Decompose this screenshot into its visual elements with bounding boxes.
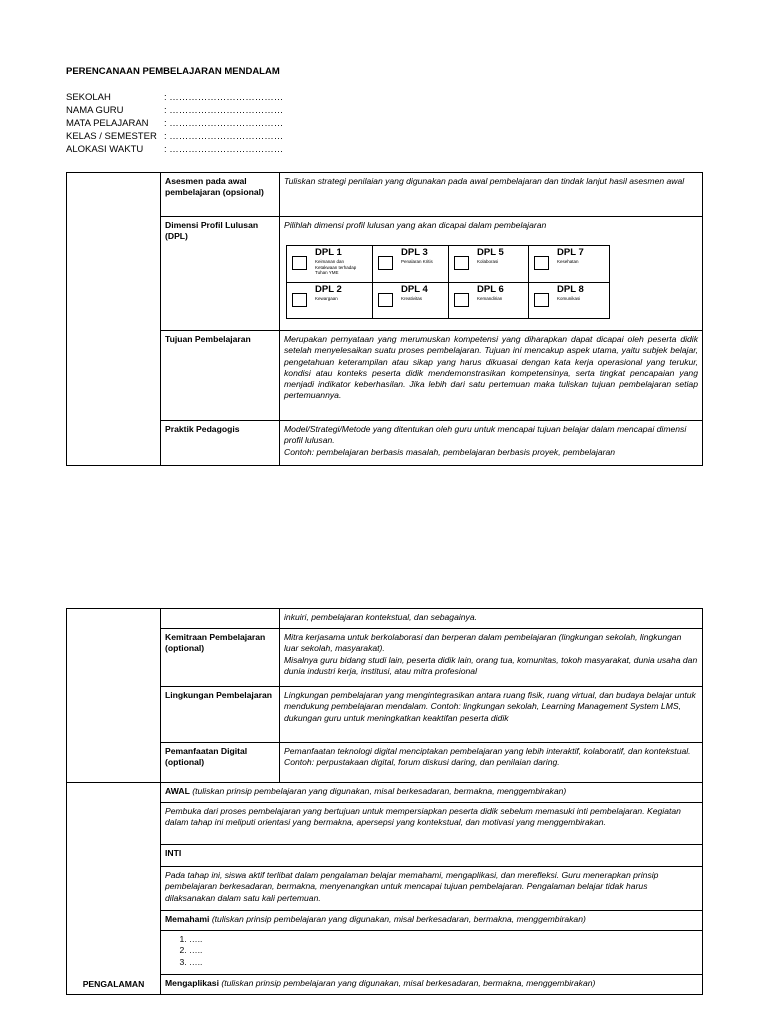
kemitraan-text[interactable]: Mitra kerjasama untuk berkolaborasi dan berperan dalam pembelajaran (lingkungan sekolah, lingkungan luar sekolah, masyarakat). Misalnya guru bidang studi lain, peserta didik lain, orang tua, komunitas, tokoh masyarakat, dunia usaha dan dunia industri kerja, institusi, atau mitra profesional	[280, 629, 703, 687]
dpl-description: Kolaborasi	[477, 259, 499, 265]
kemitraan-label: Kemitraan Pembelajaran (optional)	[161, 629, 280, 687]
dpl-checkbox[interactable]	[292, 256, 307, 270]
dpl-description: Kewargaan	[315, 296, 338, 302]
dpl-title: DPL 4	[401, 284, 428, 296]
list-item[interactable]: 1. …..	[189, 934, 698, 945]
identity-row	[66, 91, 283, 104]
lingkungan-text[interactable]: Lingkungan pembelajaran yang mengintegrasikan antara ruang fisik, ruang virtual, dan budaya belajar untuk mendukung pembelajaran mendalam. Contoh: lingkungan sekolah, Learning Management System LMS, dukungan guru untuk meningkatkan keaktifan peserta didik	[280, 687, 703, 743]
dpl-instruction: Pilihlah dimensi profil lulusan yang akan dicapai dalam pembelajaran	[284, 220, 547, 230]
pengalaman-cell	[67, 783, 161, 995]
dpl-grid	[286, 245, 610, 319]
memahami-note: (tuliskan prinsip pembelajaran yang digunakan, misal berkesadaran, bermakna, menggembirakan)	[211, 914, 586, 924]
planning-table-1	[66, 172, 703, 466]
planning-table-2	[66, 608, 703, 995]
list-item[interactable]: 2. …..	[189, 945, 698, 956]
dpl-checkbox[interactable]	[454, 256, 469, 270]
digital-label: Pemanfaatan Digital (optional)	[161, 743, 280, 783]
dpl-option	[286, 282, 372, 319]
dpl-title: DPL 5	[477, 247, 504, 259]
identity-label: ALOKASI WAKTU	[66, 144, 144, 155]
list-item[interactable]: 3. …..	[189, 957, 698, 968]
dpl-cell	[280, 217, 703, 331]
pengalaman-label: PENGALAMAN	[82, 978, 145, 989]
asesmen-text[interactable]: Tuliskan strategi penilaian yang digunakan pada awal pembelajaran dan tindak lanjut hasil asesmen awal	[280, 173, 703, 217]
dpl-option	[286, 245, 372, 282]
identity-value-field[interactable]: : ………………………………	[164, 92, 284, 103]
memahami-list-cell	[161, 931, 703, 975]
identity-value-field[interactable]: : ………………………………	[164, 144, 284, 155]
identity-value-field[interactable]: : ………………………………	[164, 131, 284, 142]
identity-label: NAMA GURU	[66, 105, 124, 116]
asesmen-label: Asesmen pada awal pembelajaran (opsional)	[161, 173, 280, 217]
memahami-label: Memahami	[165, 914, 210, 924]
identity-row	[66, 130, 283, 143]
inti-text[interactable]: Pada tahap ini, siswa aktif terlibat dalam pengalaman belajar memahami, mengaplikasi, dan merefleksi. Guru menerapkan prinsip pembelajaran berkesadaran, bermakna, menyenangkan untuk mencapai tujuan pembelajaran. Pengalaman belajar tidak harus dilaksanakan dalam satu kali pertemuan.	[161, 867, 703, 911]
dpl-label: Dimensi Profil Lulusan (DPL)	[161, 217, 280, 331]
identity-value-field[interactable]: : ………………………………	[164, 105, 284, 116]
tujuan-text[interactable]: Merupakan pernyataan yang merumuskan kompetensi yang diharapkan dapat dicapai oleh peserta didik setelah menyelesaikan suatu proses pembelajaran. Tujuan ini mencakup aspek utama, yaitu subjek belajar, pengetahuan keterampilan atau sikap yang harus dikuasai dengan kata kerja operasional yang terukur, kondisi atau konteks peserta didik mendemonstrasikan kompetensinya, serta tingkat pencapaian yang menjadi indikator keberhasilan. Jika lebih dari satu pertemuan maka tuliskan tujuan pembelajaran setiap pertemuannya.	[280, 331, 703, 421]
dpl-option	[448, 282, 528, 319]
dpl-title: DPL 3	[401, 247, 428, 259]
identity-value-field[interactable]: : ………………………………	[164, 118, 284, 129]
mengaplikasi-note: (tuliskan prinsip pembelajaran yang digunakan, misal berkesadaran, bermakna, menggembirakan)	[221, 978, 596, 988]
inti-label: INTI	[161, 845, 703, 867]
mengaplikasi-header	[161, 975, 703, 995]
mengaplikasi-label: Mengaplikasi	[165, 978, 219, 988]
dpl-checkbox[interactable]	[534, 256, 549, 270]
praktik-continued-text[interactable]: inkuiri, pembelajaran kontekstual, dan sebagainya.	[280, 609, 703, 629]
identity-row	[66, 117, 283, 130]
praktik-text[interactable]: Model/Strategi/Metode yang ditentukan oleh guru untuk mencapai tujuan belajar dalam mencapai dimensi profil lulusan. Contoh: pembelajaran berbasis masalah, pembelajaran berbasis proyek, pembelajaran	[280, 421, 703, 466]
dpl-option	[448, 245, 528, 282]
dpl-checkbox[interactable]	[292, 293, 307, 307]
dpl-description: Kreativitas	[401, 296, 423, 302]
empty-label-cell	[161, 609, 280, 629]
identity-label: MATA PELAJARAN	[66, 118, 149, 129]
awal-text[interactable]: Pembuka dari proses pembelajaran yang bertujuan untuk mempersiapkan peserta didik sebelum memasuki inti pembelajaran. Kegiatan dalam tahap ini meliputi orientasi yang bermakna, apersepsi yang kontekstual, dan motivasi yang menggembirakan.	[161, 803, 703, 845]
lingkungan-label: Lingkungan Pembelajaran	[161, 687, 280, 743]
dpl-checkbox[interactable]	[454, 293, 469, 307]
praktik-label: Praktik Pedagogis	[161, 421, 280, 466]
memahami-header	[161, 911, 703, 931]
awal-header	[161, 783, 703, 803]
dpl-checkbox[interactable]	[378, 293, 393, 307]
tujuan-label: Tujuan Pembelajaran	[161, 331, 280, 421]
dpl-description: Kesehatan	[557, 259, 579, 265]
dpl-description: Kemandirian	[477, 296, 503, 302]
dpl-description: Penalaran Kritis	[401, 259, 433, 265]
identity-label: SEKOLAH	[66, 92, 111, 103]
dpl-title: DPL 7	[557, 247, 584, 259]
identity-block	[66, 91, 283, 156]
dpl-checkbox[interactable]	[378, 256, 393, 270]
dpl-option	[372, 245, 448, 282]
awal-label: AWAL	[165, 786, 190, 796]
dpl-option	[528, 245, 610, 282]
dpl-title: DPL 1	[315, 247, 342, 259]
dpl-description: Keimanan dan Ketakwaan terhadap Tuhan YME	[315, 259, 357, 276]
awal-note: (tuliskan prinsip pembelajaran yang digunakan, misal berkesadaran, bermakna, menggembirakan)	[192, 786, 567, 796]
identity-row	[66, 143, 283, 156]
dpl-title: DPL 2	[315, 284, 342, 296]
memahami-list	[165, 934, 698, 968]
dpl-title: DPL 6	[477, 284, 504, 296]
document-title: PERENCANAAN PEMBELAJARAN MENDALAM	[66, 66, 280, 77]
dpl-description: Komunikasi	[557, 296, 581, 302]
dpl-title: DPL 8	[557, 284, 584, 296]
empty-section-cell	[67, 609, 161, 783]
dpl-option	[372, 282, 448, 319]
identity-label: KELAS / SEMESTER	[66, 131, 157, 142]
empty-section-cell	[67, 173, 161, 466]
digital-text[interactable]: Pemanfaatan teknologi digital menciptakan pembelajaran yang lebih interaktif, kolaboratif, dan kontekstual. Contoh: perpustakaan digital, forum diskusi daring, dan penilaian daring.	[280, 743, 703, 783]
dpl-checkbox[interactable]	[534, 293, 549, 307]
identity-row	[66, 104, 283, 117]
dpl-option	[528, 282, 610, 319]
